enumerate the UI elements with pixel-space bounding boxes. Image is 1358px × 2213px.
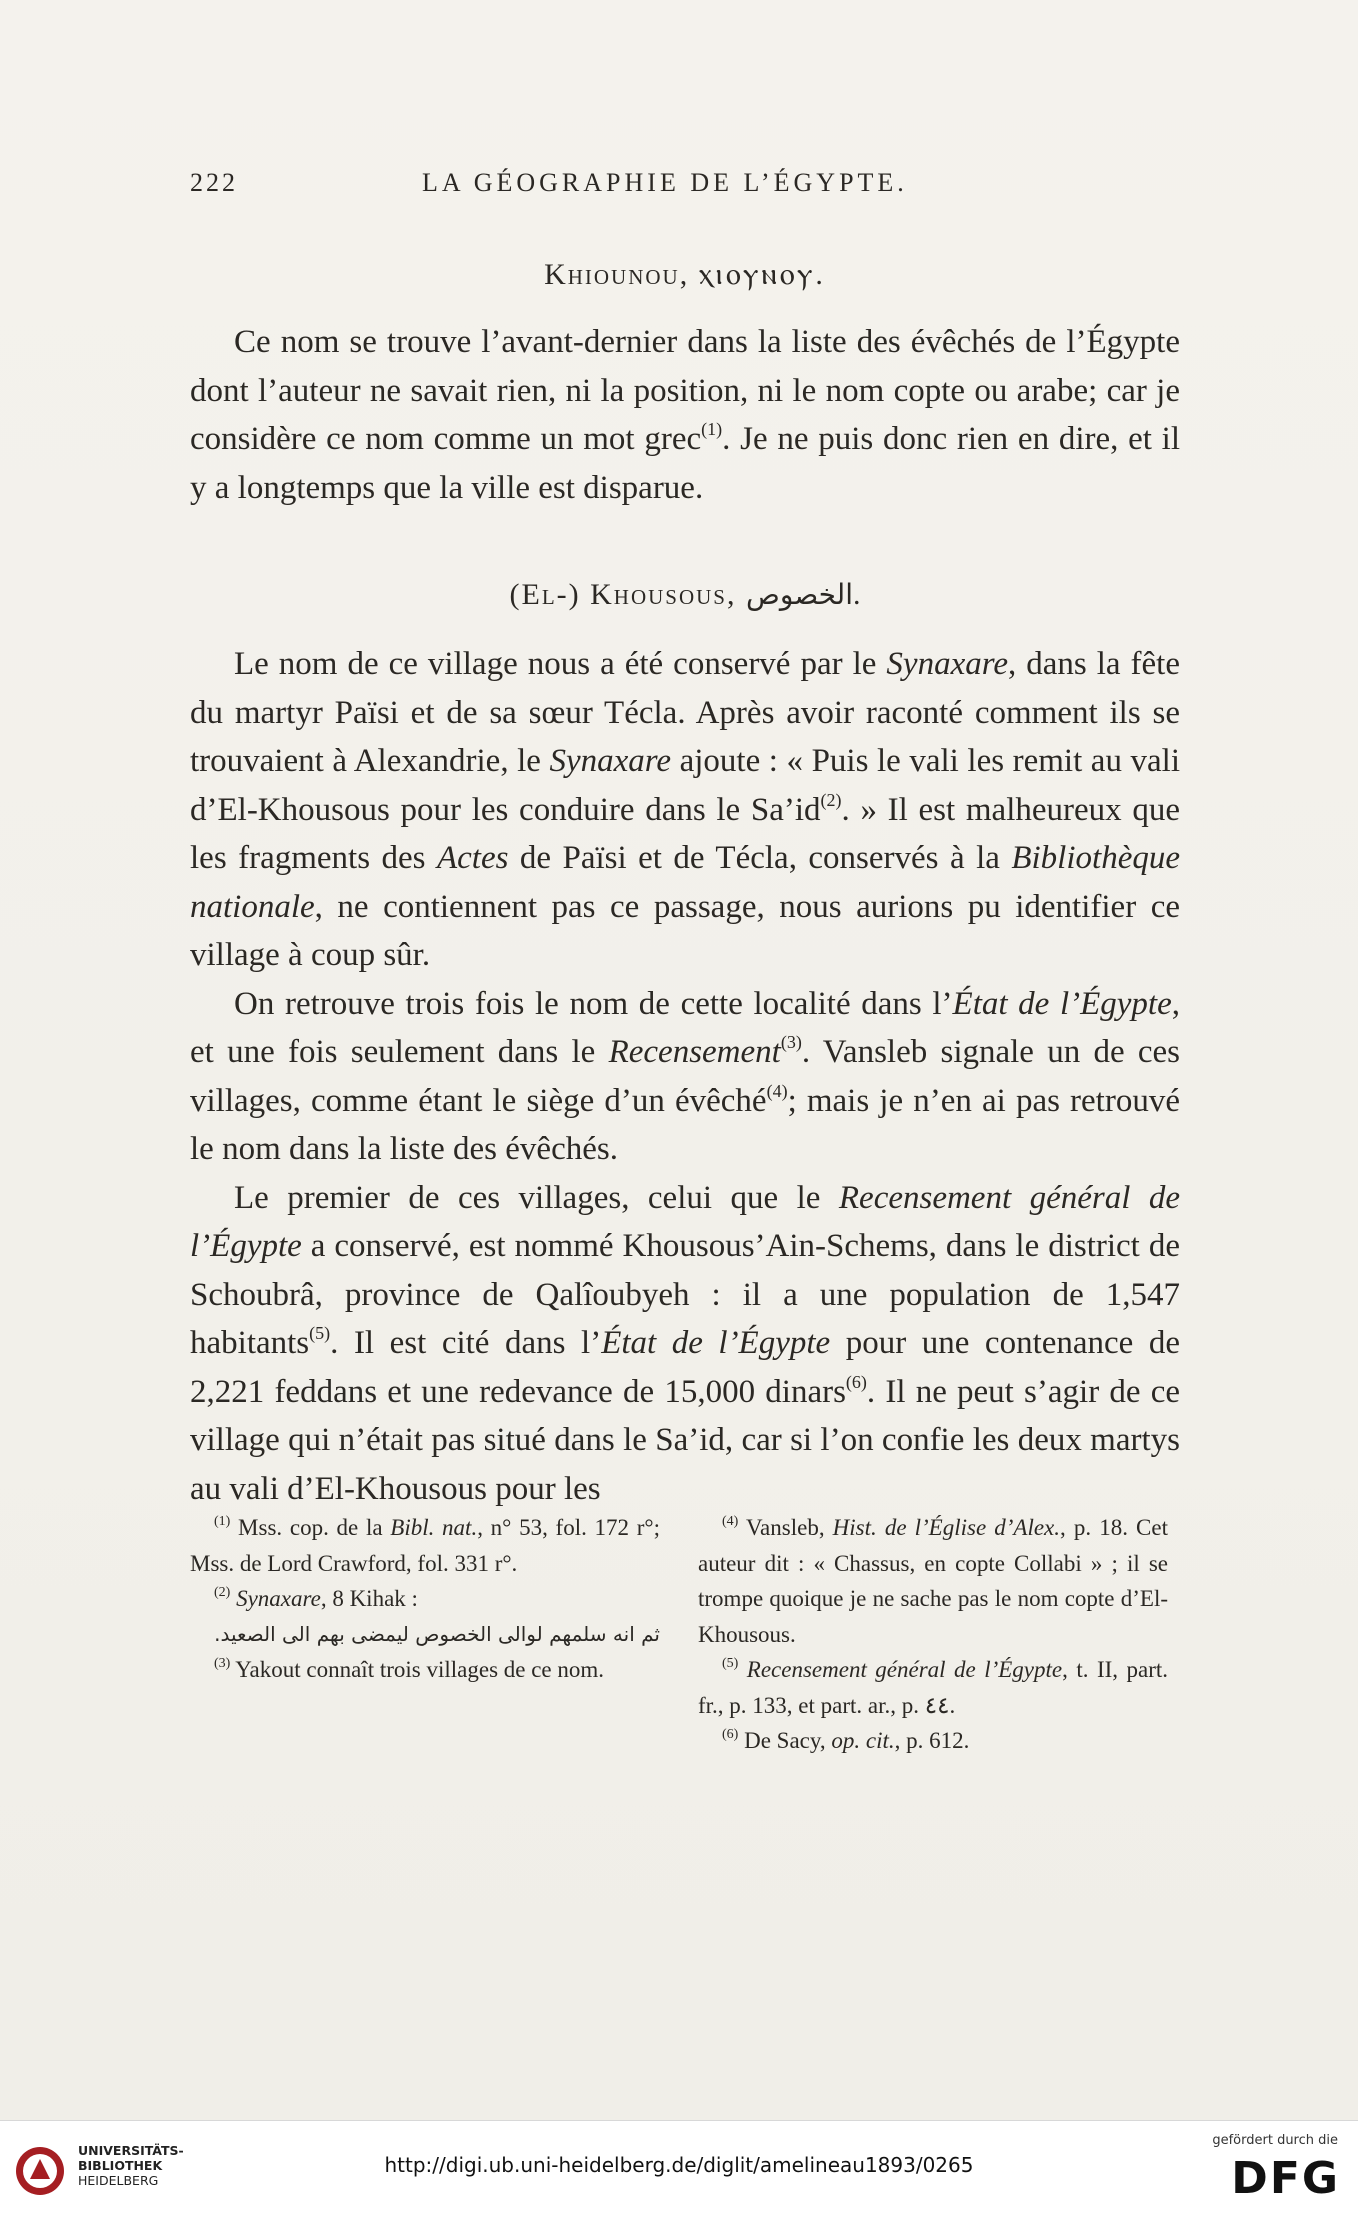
footnotes (190, 1510, 1180, 1780)
footnote-3: $^{(3)}$ Yakout connaît trois villages de ce nom. (214, 1656, 605, 1682)
section-title-latin: Khiounou, (544, 258, 690, 291)
section-title-khousous: (El-) Khousous, الخصوص. (509, 578, 861, 611)
permalink-url[interactable]: http://digi.ub.uni-heidelberg.de/diglit/amelineau1893/0265 (384, 2153, 974, 2177)
dfg-logo: DFG (1231, 2153, 1340, 2204)
footnote-ref-5[interactable]: (5) (309, 1323, 331, 1343)
main-text (190, 640, 1180, 1513)
section-title-khiounou (190, 258, 1180, 292)
footnote-ref-4[interactable]: (4) (766, 1080, 788, 1101)
paragraph-khiounou (190, 318, 1180, 512)
funding-label: gefördert durch die (1212, 2133, 1338, 2148)
paragraph-2: Le nom de ce village nous a été conservé par le Synaxare, dans la fête du martyr Païsi et de sa sœur Técla. Après avoir raconté comment ils se trouvaient à Alexandrie, le Synaxare ajoute : « Puis le vali les remit au vali d’El-Khousous pour les conduire dans le $Sa’id^{(2)}$. » Il est malheureux que les fragments des Actes de Païsi et de Técla, conservés à la Bibliothèque nationale, ne contiennent pas ce passage, nous aurions pu identifier ce village à coup sûr. (190, 646, 1180, 973)
footnotes-right-column (698, 1510, 1168, 1759)
footnote-ref-6[interactable]: (6) (845, 1371, 867, 1392)
running-title: LA GÉOGRAPHIE DE L’ÉGYPTE. (422, 168, 908, 197)
footnote-4: $^{(4)}$ Vansleb, Hist. de l’Église d’Alex., p. 18. Cet auteur dit : « Chassus, en copte Collabi » ; il se trompe quoique je ne sache pas le nom copte d’El-Khousous. (698, 1514, 1168, 1647)
footnote-ref-1[interactable]: (1) (701, 419, 723, 439)
footnote-2: $^{(2)}$ Synaxare, 8 Kihak : ثم انه سلمهم لوالى الخصوص ليمضى بهم الى الصعيد. (190, 1581, 660, 1652)
paragraph-3: On retrouve trois fois le nom de cette localité dans l’État de l’Égypte, et une fois seulement dans le Recensement$^{(3)}$. Vansleb signale un de ces villages, comme étant le siège d’un évêché$^{(4)}$; mais je n’en ai pas retrouvé le nom dans la liste des évêchés. (190, 985, 1181, 1167)
section-title-latin: (El-) Khousous, (509, 578, 737, 611)
paragraph-1: Ce nom se trouve l’avant-dernier dans la liste des évêchés de l’Égypte dont l’auteur ne savait rien, ni la position, ni le nom copte ou arabe; car je considère ce nom comme un mot grec$^{(1)}$. Je ne puis donc rien en dire, et il y a longtemps que la ville est disparue. (190, 324, 1181, 506)
running-header (190, 168, 1180, 208)
section-title-arabic: الخصوص (746, 578, 853, 611)
page-number: 222 (190, 168, 238, 197)
footnote-6: $^{(6)}$ De Sacy, op. cit., p. 612. (722, 1727, 970, 1753)
paragraph-4: Le premier de ces villages, celui que le Recensement général de l’Égypte a conservé, est nommé Khousous’Ain-Schems, dans le district de Schoubrâ, province de Qalîoubyeh : il a une population de 1,547 habitants$^{(5)}$. Il est cité dans l’État de l’Égypte pour une contenance de 2,221 feddans et une redevance de 15,000 dinars$^{(6)}$. Il ne peut s’agir de ce village qui n’était pas situé dans le Sa’id, car si l’on confie les deux martys au vali d’El-Khousous pour les (190, 1179, 1181, 1507)
footnote-ref-2[interactable]: (2) (820, 789, 842, 810)
footnote-1: $^{(1)}$ Mss. cop. de la Bibl. nat., n° 53, fol. 172 r°; Mss. de Lord Crawford, fol. 331 r°. (190, 1514, 660, 1576)
footnote-5: $^{(5)}$ Recensement général de l’Égypte, t. II, part. fr., p. 133, et part. ar., p. ٤٤. (698, 1656, 1168, 1718)
library-name: UNIVERSITÄTS- BIBLIOTHEK HEIDELBERG (78, 2143, 184, 2188)
section-title-coptic: ⲭⲓⲟⲩⲛⲟⲩ. (698, 258, 826, 291)
footnotes-left-column (190, 1510, 660, 1688)
footnote-ref-3[interactable]: (3) (780, 1032, 802, 1052)
viewer-footer (0, 2120, 1358, 2213)
footnote-2-arabic: ثم انه سلمهم لوالى الخصوص ليمضى بهم الى الصعيد. (214, 1621, 660, 1646)
